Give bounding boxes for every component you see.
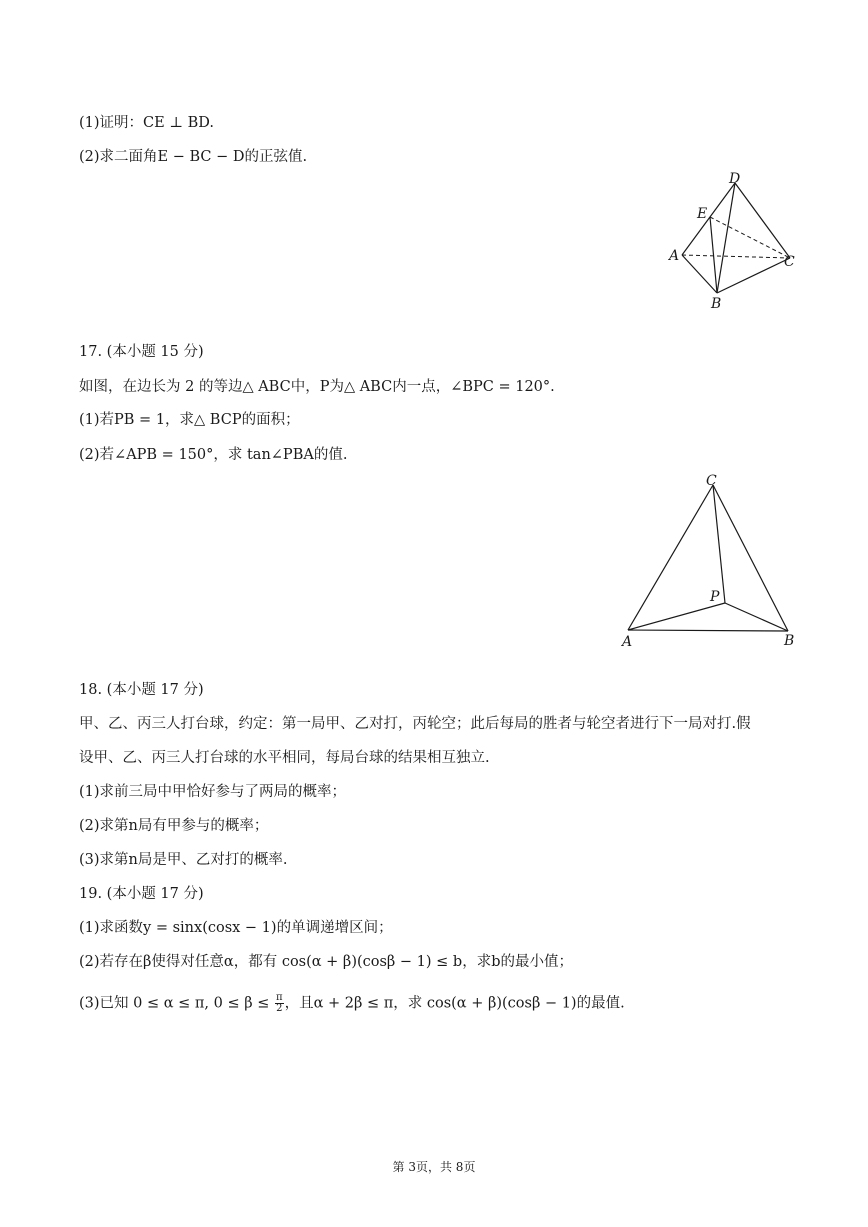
q17-part1: (1)若PB = 1，求△ BCP的面积；	[79, 412, 300, 428]
fraction-numerator: π	[276, 992, 283, 1003]
label-B: B	[784, 633, 795, 649]
q19-part2: (2)若存在β使得对任意α，都有 cos(α + β)(cosβ − 1) ≤ b，求b的最小值；	[79, 954, 573, 970]
label-E: E	[697, 206, 708, 222]
q19-part1: (1)求函数y = sinx(cosx − 1)的单调递增区间；	[79, 920, 393, 936]
page-footer: 第 3页，共 8页	[392, 1160, 476, 1174]
label-A: A	[622, 634, 633, 650]
pi-over-2-fraction	[275, 993, 284, 1014]
label-B: B	[711, 296, 722, 312]
q19-header: 19. (本小题 17 分)	[79, 886, 204, 902]
q18-header: 18. (本小题 17 分)	[79, 682, 204, 698]
q16-part1: (1)证明：CE ⊥ BD.	[79, 115, 214, 131]
q19-part3	[79, 993, 625, 1014]
tetrahedron-figure	[660, 165, 810, 315]
label-P: P	[710, 589, 720, 605]
label-A: A	[669, 248, 680, 264]
q18-part3: (3)求第n局是甲、乙对打的概率.	[79, 852, 288, 868]
q19-part3-suffix: ，且α + 2β ≤ π，求 cos(α + β)(cosβ − 1)的最值.	[284, 995, 625, 1012]
fraction-denominator: 2	[276, 1003, 283, 1014]
label-C: C	[784, 254, 795, 270]
q17-stem: 如图，在边长为 2 的等边△ ABC中，P为△ ABC内一点，∠BPC = 120°.	[79, 379, 555, 395]
q16-part2: (2)求二面角E − BC − D的正弦值.	[79, 149, 308, 165]
q18-part1: (1)求前三局中甲恰好参与了两局的概率；	[79, 784, 347, 800]
q18-stem-line1: 甲、乙、丙三人打台球，约定：第一局甲、乙对打，丙轮空；此后每局的胜者与轮空者进行下一局对打.假	[79, 716, 751, 732]
label-D: D	[729, 171, 741, 187]
q18-part2: (2)求第n局有甲参与的概率；	[79, 818, 269, 834]
triangle-figure	[610, 465, 810, 655]
q17-part2: (2)若∠APB = 150°，求 tan∠PBA的值.	[79, 447, 348, 463]
q18-stem-line2: 设甲、乙、丙三人打台球的水平相同，每局台球的结果相互独立.	[79, 750, 490, 766]
q17-header: 17. (本小题 15 分)	[79, 344, 204, 360]
q19-part3-prefix: (3)已知 0 ≤ α ≤ π, 0 ≤ β ≤	[79, 995, 274, 1012]
label-C: C	[706, 473, 717, 489]
